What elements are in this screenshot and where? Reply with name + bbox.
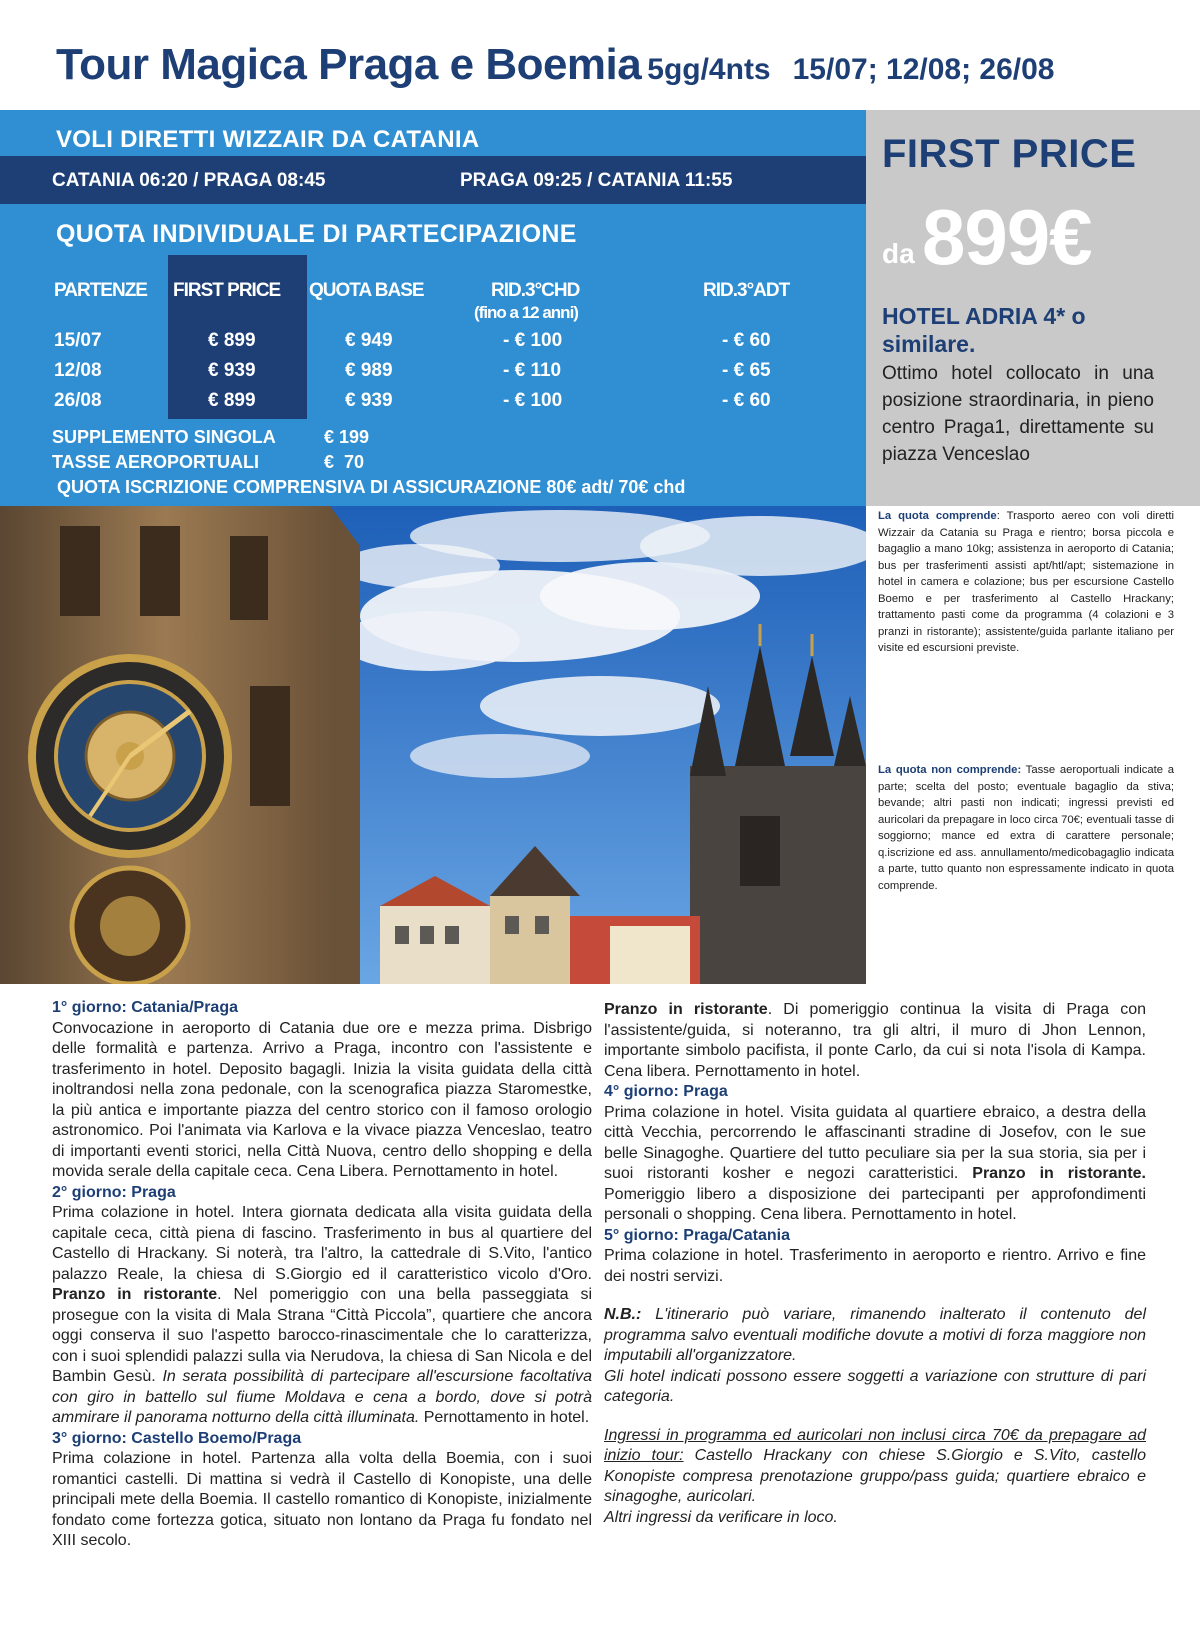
day-2-optional-excursion: In serata possibilità di partecipare all'escursione facoltativa con giro in battello sul fiume Moldava e cena a bordo, dove si potrà ammirare il panorama notturno della città illuminata. (52, 1368, 593, 1426)
day-3-text-a: Prima colazione in hotel. Partenza alla volta della Boemia, con i suoi romantici castelli. Di mattina si vedrà il Castello di Konopiste, una delle principali mete della Boemia. Il castello romantico di Konopiste, inizialmente fondato come fortezza gotica, situato non lontano da Praga fu fondato nel XIII secolo. (52, 1450, 592, 1549)
tasse-label: TASSE AEROPORTUALI (52, 452, 260, 472)
col-header-rid-adt: RID.3°ADT (703, 280, 790, 301)
row-quota-base: € 949 (345, 330, 393, 351)
prague-photo (0, 506, 866, 984)
day-4-text-b: Pomeriggio libero a disposizione dei partecipanti per approfondimenti personali o shopping. Cena libera. Pernottamento in hotel. (604, 1185, 1146, 1223)
day-4-text-a: Prima colazione in hotel. Visita guidata al quartiere ebraico, a destra della città Vecchia, percorrendo le affascinanti stradine di Josefov, con le sue belle Sinagoghe. Quartiere del tutto peculiare sia per la sua storia, sia per i suoi ristoranti kosher e negozi caratteristici. (604, 1103, 1146, 1182)
day-3-title: 3° giorno: Castello Boemo/Praga (52, 1429, 302, 1447)
tour-duration: 5gg/4nts (647, 53, 771, 86)
day-3-continued (604, 1000, 1146, 1082)
row-quota-base: € 989 (345, 360, 393, 381)
quota-non-comprende-text: Tasse aeroportuali indicate a parte; scelta del posto; eventuale bagaglio da stiva; bevande; altri pasti non indicati; ingressi previsti ed auricolari da prepagare in loco circa 70€; eventuali tasse di soggiorno; mance ed extra di carattere personale; q.iscrizione ed ass. annullamento/medicobagaglio indicata a parte, tutto quanto non espressamente indicato in quota comprende. (878, 764, 1175, 892)
first-price-amount: 899€ (922, 193, 1092, 281)
row-quota-base: € 939 (345, 390, 393, 411)
row-rid-adt: - € 60 (722, 330, 771, 351)
flight-return: PRAGA 09:25 / CATANIA 11:55 (460, 170, 733, 191)
day-2-title: 2° giorno: Praga (52, 1183, 176, 1201)
row-rid-chd: - € 110 (503, 360, 562, 381)
row-first-price: € 939 (208, 360, 256, 381)
day-1-title: 1° giorno: Catania/Praga (52, 999, 238, 1016)
itinerary-left-column (52, 998, 592, 1552)
tasse-value: € 70 (324, 452, 365, 472)
quota-iscrizione: QUOTA ISCRIZIONE COMPRENSIVA DI ASSICURAZIONE 80€ adt/ 70€ chd (57, 477, 686, 497)
day-1-text: Convocazione in aeroporto di Catania due ore e mezza prima. Disbrigo delle formalità e partenza. Arrivo a Praga, incontro con l'assistente e trasferimento in hotel. Deposito bagagli. Inizia la visita guidata della città inoltrandosi nella zona pedonale, con la scenografica piazza Staromestke, la più antica e importante piazza del centro storico con il famoso orologio astronomico. Poi l'animata via Karlova e la vivace piazza Venceslao, teatro di importanti eventi storici, nella Città Nuova, centro dello shopping e della movida serale della capitale ceca. Cena Libera. Pernottamento in hotel. (52, 1019, 592, 1180)
itinerary-right-column (604, 1000, 1146, 1528)
tour-dates: 15/07; 12/08; 26/08 (792, 53, 1055, 86)
hotel-description: Ottimo hotel collocato in una posizione straordinaria, in pieno centro Praga1, direttamente su piazza Venceslao (882, 363, 1154, 465)
row-rid-adt: - € 60 (722, 390, 771, 411)
quota-comprende-text: : Trasporto aereo con voli diretti Wizzair da Catania su Praga e rientro; borsa piccola e bagaglio a mano 10kg; assistenza in aeroporto di Catania; bus per trasferimenti assisti apt/htl/apt; sistemazione in hotel in camera e colazione; bus per escursione Castello Boemo e per trasferimento al Castello Hrackany; trattamento pasti come da programma (4 colazioni e 3 pranzi in ristorante); assistente/guida parlante italiano per visite ed escursioni previste. (878, 510, 1174, 654)
first-price-prefix: da (882, 238, 915, 269)
hotel-name: HOTEL ADRIA 4* o similare. (882, 303, 1086, 357)
quota-non-comprende-label: La quota non comprende: (878, 764, 1022, 776)
nb-label: N.B.: (604, 1306, 642, 1323)
hotel-variation-note: Gli hotel indicati possono essere soggetti a variazione con strutture di pari categoria. (604, 1367, 1146, 1405)
day-3-lunch: Pranzo in ristorante (604, 1001, 768, 1018)
supplemento-singola-label: SUPPLEMENTO SINGOLA (52, 427, 276, 447)
day-5-title: 5° giorno: Praga/Catania (604, 1226, 790, 1244)
day-5-text: Prima colazione in hotel. Trasferimento in aeroporto e rientro. Arrivo e fine dei nostri servizi. (604, 1247, 1146, 1285)
nb-text: L'itinerario può variare, rimanendo inalterato il contenuto del programma salvo eventuali modifiche dovute a motivi di forza maggiore non imputabili all'organizzatore. (604, 1306, 1146, 1364)
row-date: 12/08 (54, 360, 102, 381)
row-rid-adt: - € 65 (722, 360, 771, 381)
day-2-text-b: . Nel pomeriggio con una bella passeggiata si prosegue con la visita di Mala Strana “Città Piccola”, quartiere che ancora oggi conserva il suo l'aspetto barocco-rinascimentale che lo caratterizza, con i suoi splendidi palazzi sulla via Nerudova, la chiesa di San Nicola e del Bambin Gesù. (52, 1286, 593, 1385)
quota-comprende (878, 508, 1174, 657)
quota-title: QUOTA INDIVIDUALE DI PARTECIPAZIONE (56, 220, 577, 248)
row-rid-chd: - € 100 (503, 330, 563, 351)
flight-outbound: CATANIA 06:20 / PRAGA 08:45 (52, 170, 326, 191)
day-2-end: Pernottamento in hotel. (419, 1409, 590, 1426)
day-4-title: 4° giorno: Praga (604, 1083, 728, 1100)
quota-non-comprende (878, 762, 1174, 894)
col-header-partenze: PARTENZE (54, 280, 147, 301)
quota-comprende-label: La quota comprende (878, 510, 997, 522)
nb-note (604, 1305, 1146, 1367)
day-4-lunch: Pranzo in ristorante. (972, 1165, 1146, 1182)
page-title-row (56, 40, 1176, 100)
col-header-first-price: FIRST PRICE (173, 280, 281, 301)
day-2-text (52, 1203, 592, 1429)
col-header-chd-note: (fino a 12 anni) (474, 303, 578, 322)
flights-title: VOLI DIRETTI WIZZAIR DA CATANIA (56, 126, 480, 153)
ingressi-text: Castello Hrackany con chiese S.Giorgio e S.Vito, castello Konopiste compresa prenotazione gruppo/pass guida; quartiere ebraico e sinagoghe, auricolari. (604, 1447, 1147, 1505)
row-date: 15/07 (54, 330, 102, 351)
day-4-text (604, 1103, 1146, 1226)
altri-ingressi-note: Altri ingressi da verificare in loco. (604, 1508, 838, 1526)
day-2-text-a: Prima colazione in hotel. Intera giornata dedicata alla visita guidata della capitale ceca, città piena di fascino. Trasferimento in bus al quartiere del Castello di Hrackany. Si noterà, tra l'altro, la cattedrale di S.Vito, l'antico palazzo Reale, la chiesa di S.Giorgio ed il caratteristico vicolo d'Oro. (52, 1204, 592, 1283)
first-price-label: FIRST PRICE (882, 132, 1137, 176)
day-2-lunch: Pranzo in ristorante (52, 1286, 218, 1303)
tour-title: Tour Magica Praga e Boemia (56, 40, 642, 89)
ingressi-note (604, 1426, 1146, 1508)
supplemento-singola-value: € 199 (324, 427, 370, 447)
col-header-rid-chd: RID.3°CHD (491, 280, 580, 301)
row-date: 26/08 (54, 390, 102, 411)
row-first-price: € 899 (208, 390, 256, 411)
col-header-quota-base: QUOTA BASE (309, 280, 424, 301)
ingressi-underlined: Ingressi in programma ed auricolari non inclusi circa 70€ da prepagare ad inizio tour: (604, 1426, 1146, 1464)
row-first-price: € 899 (208, 330, 256, 351)
row-rid-chd: - € 100 (503, 390, 563, 411)
day-3-text-b: . Di pomeriggio continua la visita di Praga con l'assistente/guida, si noteranno, tra gli altri, il muro di Jhon Lennon, importante simbolo pacifista, il ponte Carlo, da cui si nota l'isola di Kampa. Cena libera. Pernottamento in hotel. (604, 1001, 1147, 1080)
